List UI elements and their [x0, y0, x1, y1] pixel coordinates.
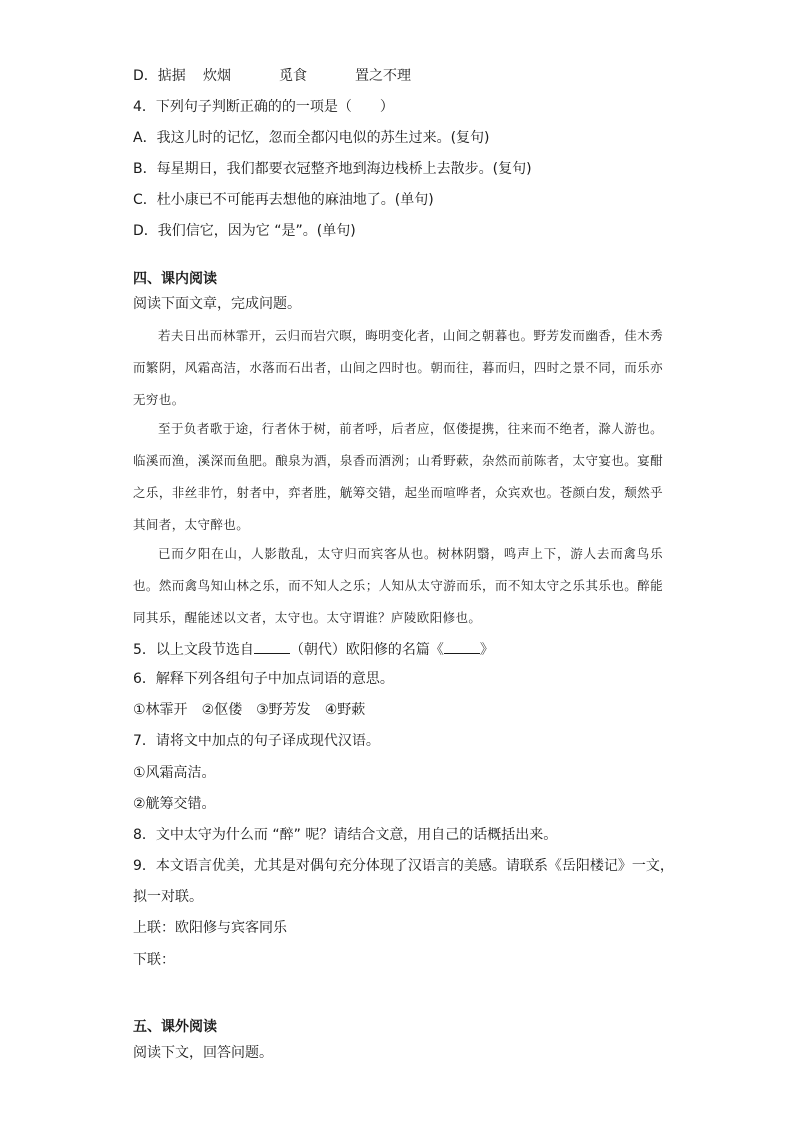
section-4-instruction: 阅读下面文章，完成问题。 [133, 296, 301, 312]
q5-suffix: 》 [479, 642, 494, 658]
q6-item-4: ④野蔌 [324, 702, 366, 718]
q5-prefix: 5．以上文段节选自 [133, 642, 254, 658]
q4-option-b: B．每星期日，我们都要衣冠整齐地到海边栈桥上去散步。(复句) [133, 161, 532, 177]
q5-middle: （朝代）欧阳修的名篇《 [289, 642, 444, 658]
option-word-2: 炊烟 [203, 68, 231, 84]
q4-stem: 4．下列句子判断正确的的一项是（ ） [133, 99, 394, 115]
q6-items [133, 700, 379, 720]
q5-blank-dynasty[interactable] [254, 638, 290, 654]
q7-item-2: ②觥筹交错。 [133, 796, 216, 812]
option-word-1: 掂据 [157, 68, 186, 84]
q6-item-1: ①林霏开 [133, 702, 188, 718]
q7-stem: 7．请将文中加点的句子译成现代汉语。 [133, 733, 380, 749]
q9-upper-couplet: 上联：欧阳修与宾客同乐 [133, 920, 287, 936]
q3-option-d [133, 66, 427, 86]
section-4-title: 四、课内阅读 [133, 271, 217, 287]
option-letter: D． [133, 68, 158, 84]
option-word-4: 置之不理 [355, 68, 411, 84]
q9-stem-line-2: 拟一对联。 [133, 889, 203, 905]
q8-stem: 8．文中太守为什么而 “醉” 呢？请结合文意，用自己的话概括出来。 [133, 827, 558, 843]
passage-paragraph-1: 若夫日出而林霏开，云归而岩穴暝，晦明变化者，山间之朝暮也。野芳发而幽香，佳木秀而繁阴，风霜高洁，水落而石出者，山间之四时也。朝而往，暮而归，四时之景不同，而乐亦无穷也。 [133, 328, 663, 407]
q9-stem-line-1: 9．本文语言优美，尤其是对偶句充分体现了汉语言的美感。请联系《岳阳楼记》一文， [133, 858, 674, 874]
option-word-3: 觅食 [279, 68, 307, 84]
q3-option-d-label-and-word1 [133, 66, 203, 86]
passage-paragraph-2: 至于负者歌于途，行者休于树，前者呼，后者应，伛偻提携，往来而不绝者，滁人游也。临溪而渔，溪深而鱼肥。酿泉为酒，泉香而酒洌；山肴野蔌，杂然而前陈者，太守宴也。宴酣之乐，非丝非竹，射者中，弈者胜，觥筹交错，起坐而喧哗者，众宾欢也。苍颜白发，颓然乎其间者，太守醉也。 [133, 421, 663, 532]
q4-option-d: D．我们信它，因为它 “是”。(单句) [133, 223, 356, 239]
q4-option-a: A．我这儿时的记忆，忽而全都闪电似的苏生过来。(复句) [133, 130, 490, 146]
q6-item-3: ③野芳发 [256, 702, 311, 718]
section-5-instruction: 阅读下文，回答问题。 [133, 1045, 273, 1061]
passage-paragraph-3: 已而夕阳在山，人影散乱，太守归而宾客从也。树林阴翳，鸣声上下，游人去而禽鸟乐也。然而禽鸟知山林之乐，而不知人之乐；人知从太守游而乐，而不知太守之乐其乐也。醉能同其乐，醒能述以文者，太守也。太守谓谁？庐陵欧阳修也。 [133, 546, 663, 625]
q6-item-2: ②伛偻 [201, 702, 243, 718]
q5 [133, 638, 494, 660]
q4-option-c: C．杜小康已不可能再去想他的麻油地了。(单句) [133, 192, 434, 208]
section-5-title: 五、课外阅读 [133, 1019, 217, 1035]
q9-lower-couplet: 下联： [133, 952, 175, 968]
q6-stem: 6．解释下列各组句子中加点词语的意思。 [133, 671, 394, 687]
q5-blank-title[interactable] [444, 638, 480, 654]
q7-item-1: ①风霜高洁。 [133, 765, 216, 781]
